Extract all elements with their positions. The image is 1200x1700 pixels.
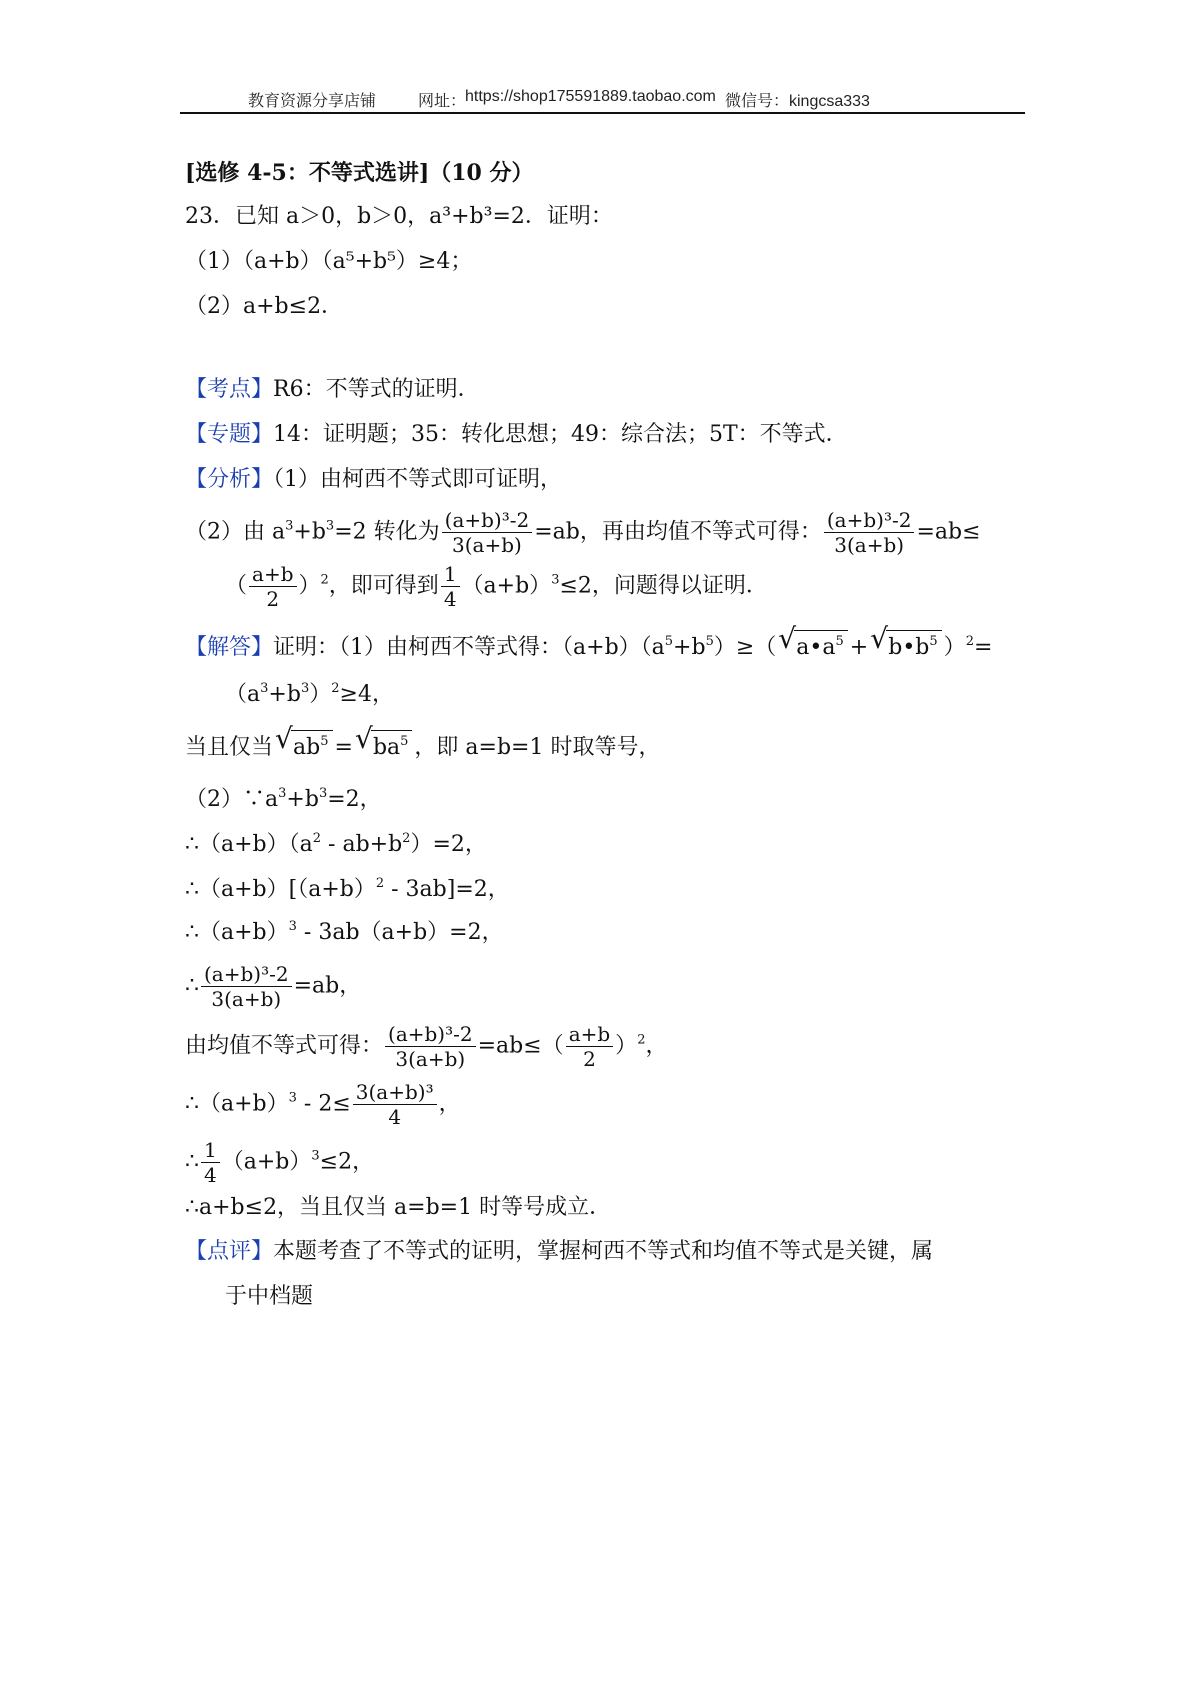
section-title: [选修 4-5：不等式选讲]（10 分）	[185, 160, 534, 186]
frac-num: a+b	[249, 562, 296, 587]
exp: 3	[300, 681, 310, 696]
fenxi-tag: 【分析】	[185, 467, 274, 492]
exp: 2	[402, 831, 411, 846]
frac-num: 3(a+b)³	[353, 1080, 437, 1105]
frac-den: 3(a+b)	[211, 987, 282, 1011]
zhuanti-text: 14：证明题；35：转化思想；49：综合法；5T：不等式．	[273, 422, 848, 447]
frac-den: 4	[388, 1105, 402, 1129]
header-url[interactable]: https://shop175591889.taobao.com	[465, 88, 716, 105]
jieda-line11	[185, 1138, 374, 1187]
fraction	[442, 508, 533, 557]
t: 当且仅当	[185, 735, 274, 760]
kaodian-line	[185, 375, 480, 405]
jieda-line12: ∴a+b≤2，当且仅当 a=b=1 时等号成立．	[185, 1195, 612, 1220]
jieda-line8	[185, 962, 361, 1011]
t: +b	[286, 787, 319, 812]
t: ba	[372, 735, 401, 760]
fenxi-line2	[185, 508, 981, 557]
t: =2 转化为	[334, 519, 440, 545]
sqrt	[870, 622, 941, 663]
fraction	[566, 1022, 613, 1071]
t: +b	[673, 635, 706, 660]
radical-icon: √	[354, 722, 373, 755]
frac-den: 2	[266, 587, 280, 611]
frac-den: 3(a+b)	[395, 1047, 466, 1071]
t: 证明：（1）由柯西不等式得：（a+b）（a	[273, 635, 665, 660]
t: - 2≤	[296, 1091, 351, 1117]
dianping-tag: 【点评】	[185, 1239, 274, 1264]
t: ）	[943, 635, 966, 660]
t: =ab，再由均值不等式可得：	[534, 519, 822, 545]
frac-den: 4	[443, 587, 457, 611]
kaodian-tag: 【考点】	[185, 377, 274, 402]
sqrt	[778, 622, 848, 663]
frac-num: (a+b)³-2	[385, 1022, 476, 1047]
t: ≤2，	[319, 1149, 375, 1175]
jieda-line5	[185, 830, 487, 860]
exp: 5	[929, 634, 938, 649]
exp: 2	[375, 876, 385, 891]
t: =	[973, 635, 993, 660]
t: ，即 a=b=1 时取等号，	[414, 735, 661, 760]
problem-part1: （1）（a+b）（a⁵+b⁵）≥4；	[185, 249, 473, 274]
t: ）=2，	[410, 832, 487, 857]
t: （a	[225, 682, 261, 707]
t: （a+b）	[221, 1149, 312, 1175]
t: 由均值不等式可得：	[185, 1033, 384, 1059]
exp: 3	[288, 919, 297, 934]
t: - 3ab]=2，	[384, 877, 510, 902]
exp: 3	[318, 786, 328, 801]
frac-num: (a+b)³-2	[442, 508, 533, 533]
exp: 5	[400, 734, 409, 749]
exp: 5	[835, 634, 844, 649]
t: =	[334, 735, 353, 760]
t: +b	[293, 519, 326, 545]
t: - 3ab（a+b）=2，	[296, 920, 504, 945]
jieda-line9	[185, 1022, 667, 1071]
exp: 2	[312, 831, 322, 846]
exp: 5	[664, 634, 674, 649]
t: ，即可得到	[328, 573, 439, 599]
t: ∴（a+b）[（a+b）	[185, 877, 376, 902]
fraction	[824, 508, 915, 557]
t: （	[225, 573, 248, 599]
t: ，	[645, 1033, 668, 1059]
t: ab	[293, 735, 321, 760]
frac-num: 1	[201, 1138, 220, 1163]
jieda-line7	[185, 918, 504, 948]
header-wechat: 微信号：kingcsa333	[725, 93, 870, 110]
fraction	[441, 562, 460, 611]
jieda-line10	[185, 1080, 461, 1129]
exp: 2	[637, 1032, 646, 1048]
t: ）≥（	[713, 635, 777, 660]
t: =ab≤	[916, 519, 981, 545]
exp: 2	[965, 634, 974, 649]
radical-icon: √	[778, 622, 797, 655]
exp: 2	[320, 572, 329, 588]
frac-den: 2	[583, 1047, 596, 1071]
t: ）	[309, 682, 332, 707]
t: =2，	[327, 787, 382, 812]
dianping-text1: 本题考查了不等式的证明，掌握柯西不等式和均值不等式是关键，属	[273, 1239, 934, 1264]
t: ≥4，	[339, 682, 394, 707]
exp: 3	[311, 1148, 320, 1164]
t: +	[849, 635, 869, 660]
t: a•a	[796, 635, 836, 660]
kaodian-text: R6：不等式的证明．	[273, 377, 480, 402]
t: ）	[298, 573, 321, 599]
t: ∴	[185, 973, 199, 999]
frac-den: 3(a+b)	[452, 533, 522, 557]
jieda-line6	[185, 875, 510, 905]
frac-num: (a+b)³-2	[824, 508, 915, 533]
frac-den: 3(a+b)	[834, 533, 905, 557]
fenxi-line1	[185, 465, 562, 495]
t: （a+b）	[461, 573, 552, 599]
sqrt	[354, 722, 412, 763]
fraction	[353, 1080, 437, 1129]
problem-part2: （2）a+b≤2．	[185, 294, 344, 319]
exp: 3	[288, 1090, 297, 1106]
frac-num: (a+b)³-2	[201, 962, 292, 987]
sqrt	[275, 722, 332, 763]
exp: 5	[320, 734, 329, 749]
fraction	[201, 1138, 220, 1187]
t: b•b	[888, 635, 930, 660]
dianping-line2: 于中档题	[225, 1284, 314, 1309]
exp: 3	[325, 518, 335, 534]
jieda-line2	[225, 680, 394, 710]
exp: 3	[260, 681, 269, 696]
header-url-label: 网址：	[418, 93, 467, 110]
jieda-line4	[185, 785, 382, 815]
frac-num: a+b	[566, 1022, 613, 1047]
t: （2）∵a	[185, 787, 279, 812]
t: ∴（a+b）（a	[185, 832, 313, 857]
t: ∴（a+b）	[185, 1091, 289, 1117]
jieda-line1	[185, 622, 993, 663]
dianping-line1	[185, 1237, 933, 1267]
t: ≤2，问题得以证明．	[559, 573, 768, 599]
t: ∴	[185, 1149, 199, 1175]
radical-icon: √	[275, 722, 293, 755]
jieda-line3	[185, 722, 661, 763]
t: =ab，	[293, 973, 362, 999]
exp: 3	[278, 786, 287, 801]
exp: 3	[285, 518, 294, 534]
jieda-tag: 【解答】	[185, 635, 274, 660]
t: - ab+b	[321, 832, 403, 857]
frac-num: 1	[441, 562, 460, 587]
fenxi-line3	[225, 562, 768, 611]
fraction	[201, 962, 292, 1011]
t: ，	[438, 1091, 461, 1117]
t: =ab≤（	[477, 1033, 564, 1059]
problem-stem: 23．已知 a＞0，b＞0，a³+b³=2．证明：	[185, 204, 613, 229]
header-shop: 教育资源分享店铺	[248, 93, 377, 110]
fraction	[249, 562, 296, 611]
frac-den: 4	[204, 1163, 217, 1187]
exp: 2	[331, 681, 340, 696]
fraction	[385, 1022, 476, 1071]
zhuanti-tag: 【专题】	[185, 422, 274, 447]
exp: 5	[705, 634, 714, 649]
t: ）	[615, 1033, 638, 1059]
zhuanti-line	[185, 420, 848, 450]
fenxi-text1: （1）由柯西不等式即可证明，	[273, 467, 563, 492]
t: ∴（a+b）	[185, 920, 289, 945]
t: （2）由 a	[185, 519, 286, 545]
page-header	[180, 84, 1025, 114]
radical-icon: √	[870, 622, 889, 655]
t: +b	[268, 682, 301, 707]
exp: 3	[551, 572, 560, 588]
